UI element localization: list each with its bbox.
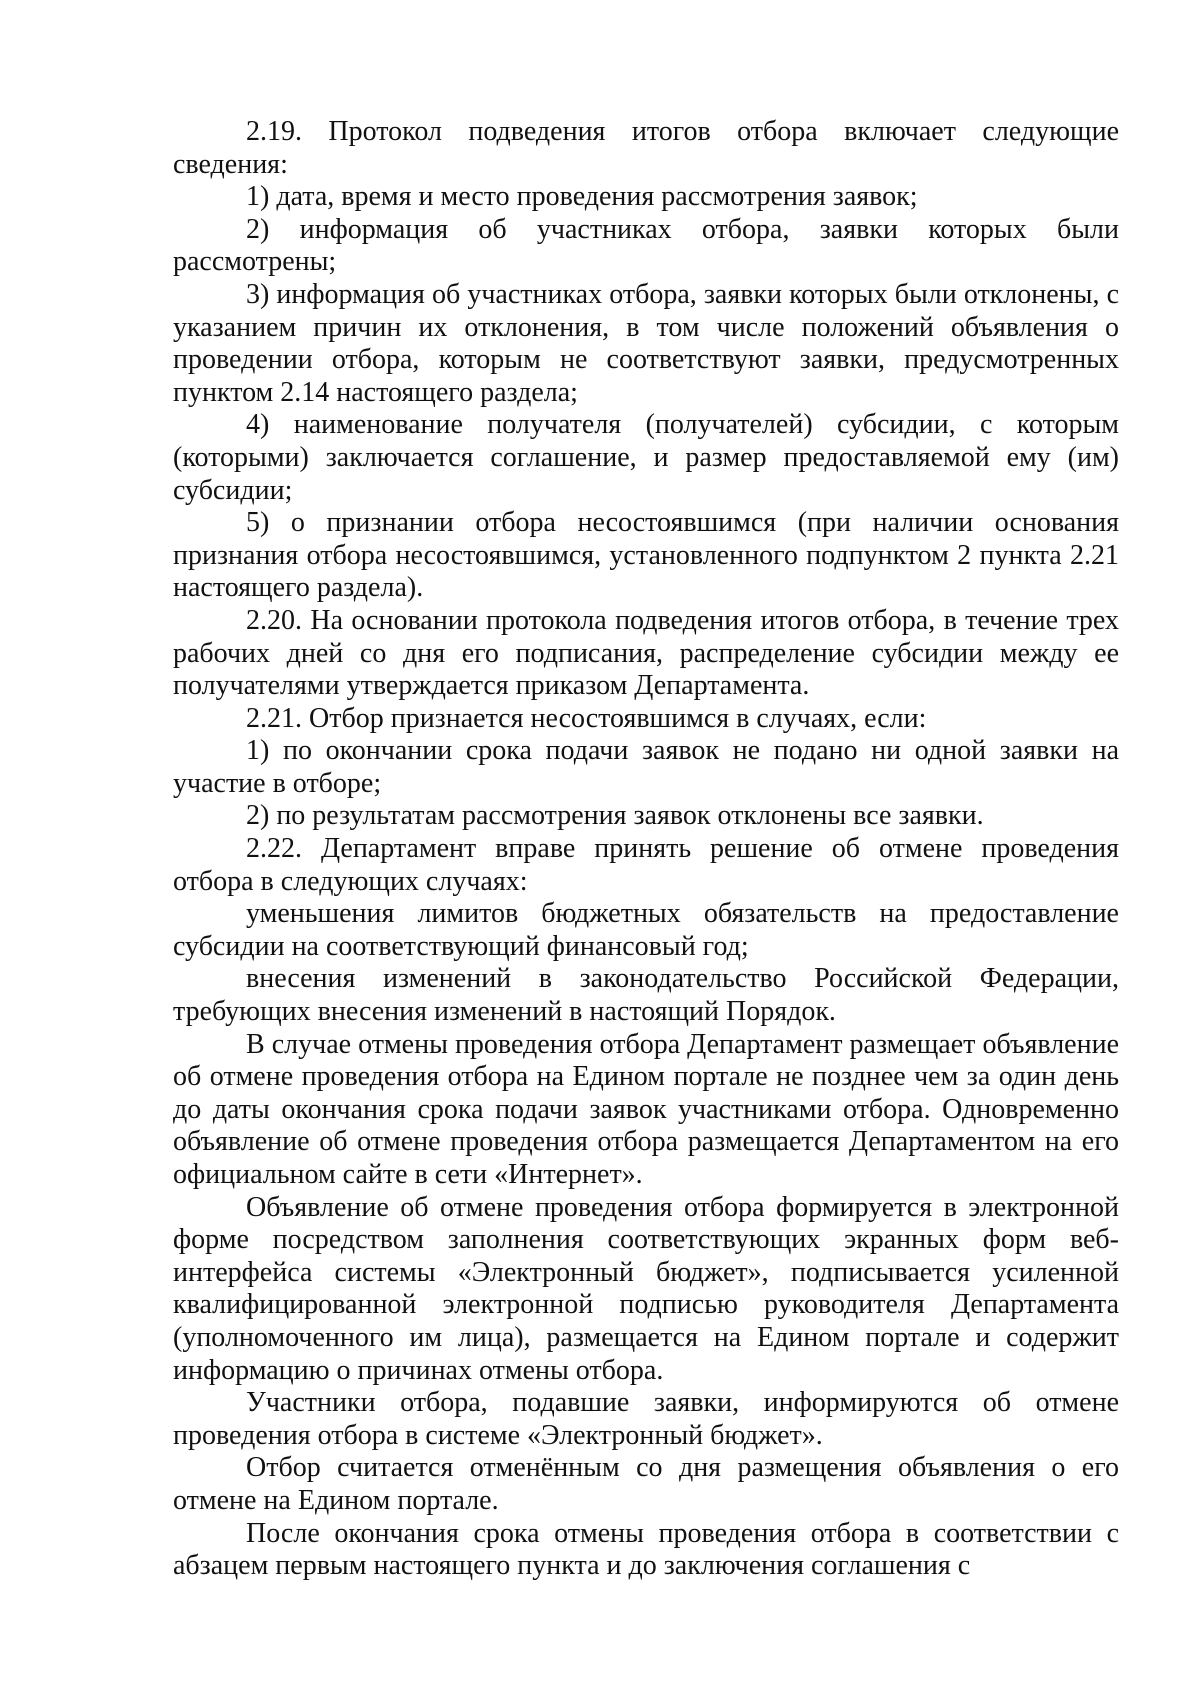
paragraph-2-20: 2.20. На основании протокола подведения итогов отбора, в течение трех рабочих дней со дня его подписания, распределение субсидии между ее получателями утверждается приказом Департамента. (173, 604, 1119, 702)
paragraph-2-19: 2.19. Протокол подведения итогов отбора включает следующие сведения: (173, 116, 1119, 180)
list-item-2-21-2: 2) по результатам рассмотрения заявок отклонены все заявки. (246, 800, 984, 832)
list-item-3: 3) информация об участниках отбора, заявки которых были отклонены, с указанием причин их отклонения, в том числе положений объявления о проведении отбора, которым не соответствуют заявки, предусмотренных пунктом 2.14 настоящего раздела; (173, 278, 1119, 408)
paragraph-cancellation-notice: В случае отмены проведения отбора Департамент размещает объявление об отмене проведения отбора на Едином портале не позднее чем за один день до даты окончания срока подачи заявок участниками отбора. Одновременно объявление об отмене проведения отбора размещается Департаментом на его официальном сайте в сети «Интернет». (173, 1028, 1119, 1190)
list-item-2-21-1: 1) по окончании срока подачи заявок не подано ни одной заявки на участие в отборе; (173, 735, 1119, 799)
case-legislation-change: внесения изменений в законодательство Российской Федерации, требующих внесения изменений в настоящий Порядок. (173, 963, 1119, 1028)
paragraph-after-cancellation: После окончания срока отмены проведения отбора в соответствии с абзацем первым настоящего пункта и до заключения соглашения с (173, 1517, 1119, 1582)
list-item-4: 4) наименование получателя (получателей) субсидии, с которым (которыми) заключается соглашение, и размер предоставляемой ему (им) субсидии; (173, 409, 1119, 506)
list-item-2: 2) информация об участниках отбора, заявки которых были рассмотрены; (173, 213, 1119, 278)
list-item-1: 1) дата, время и место проведения рассмотрения заявок; (246, 181, 918, 213)
paragraph-cancelled-date: Отбор считается отменённым со дня размещения объявления о его отмене на Едином портале. (173, 1452, 1119, 1516)
paragraph-2-22: 2.22. Департамент вправе принять решение об отмене проведения отбора в следующих случаях: (173, 833, 1119, 897)
paragraph-2-21: 2.21. Отбор признается несостоявшимся в случаях, если: (246, 702, 927, 734)
paragraph-participants-informed: Участники отбора, подавшие заявки, информируются об отмене проведения отбора в системе «Электронный бюджет». (173, 1387, 1119, 1451)
case-budget-limits: уменьшения лимитов бюджетных обязательств на предоставление субсидии на соответствующий финансовый год; (173, 898, 1119, 962)
document-body (173, 116, 1119, 1583)
list-item-5: 5) о признании отбора несостоявшимся (при наличии основания признания отбора несостоявшимся, установленного подпунктом 2 пункта 2.21 настоящего раздела). (173, 507, 1119, 604)
paragraph-electronic-form: Объявление об отмене проведения отбора формируется в электронной форме посредством заполнения соответствующих экранных форм веб-интерфейса системы «Электронный бюджет», подписывается усиленной квалифицированной электронной подписью руководителя Департамента (уполномоченного им лица), размещается на Едином портале и содержит информацию о причинах отмены отбора. (173, 1191, 1119, 1386)
